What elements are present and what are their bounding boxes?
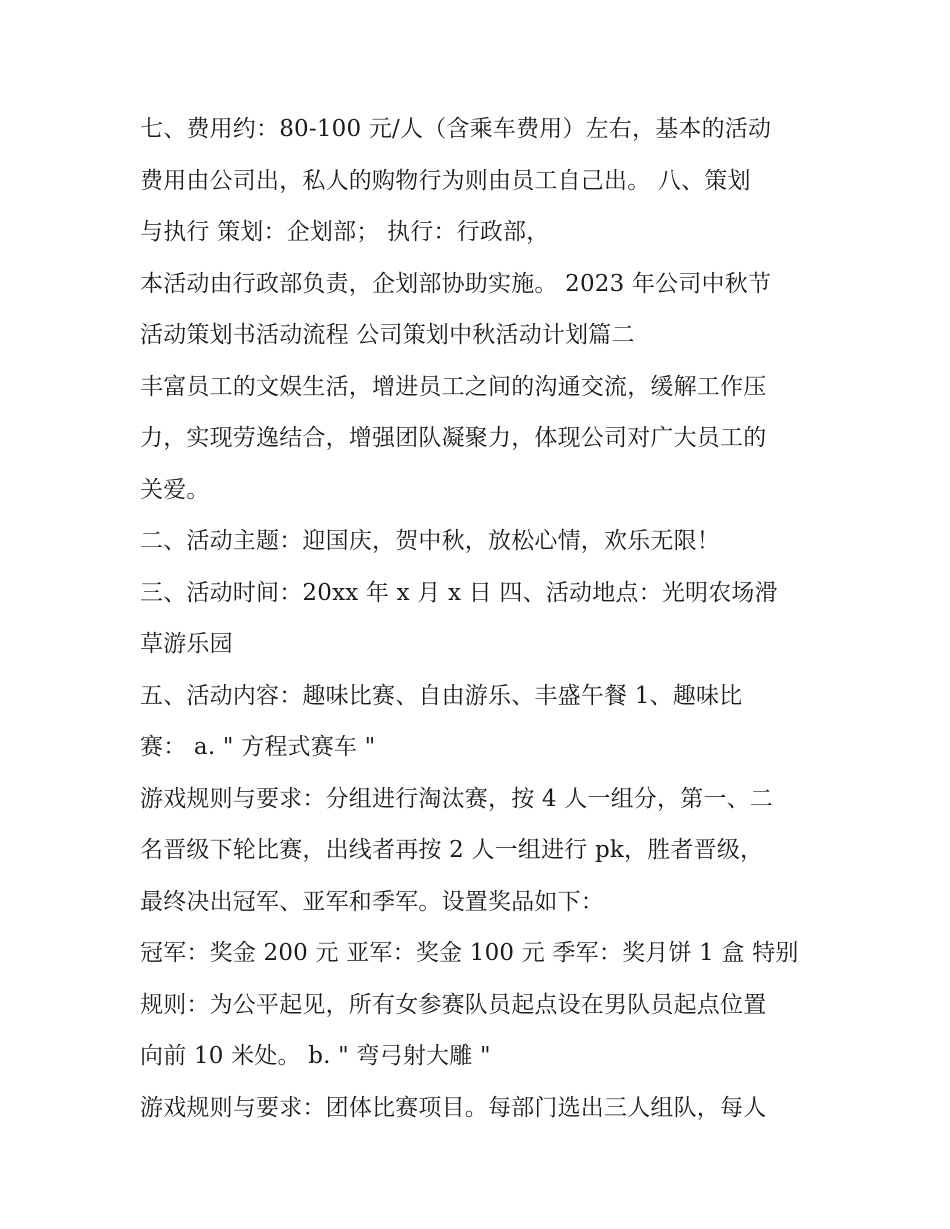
text-line: 草游乐园 (140, 631, 233, 657)
text-line: 二、活动主题：迎国庆，贺中秋，放松心情，欢乐无限！ (140, 528, 720, 554)
text-line: 赛： a. " 方程式赛车 " (140, 734, 376, 760)
text-line: 规则：为公平起见，所有女参赛队员起点设在男队员起点位置 (140, 991, 767, 1018)
text-line: 活动策划书活动流程 公司策划中秋活动计划篇二 (140, 322, 635, 348)
text-line: 最终决出冠军、亚军和季军。设置奖品如下： (140, 888, 604, 915)
text-line: 力，实现劳逸结合，增强团队凝聚力，体现公司对广大员工的 (140, 425, 767, 451)
text-line: 冠军：奖金 200 元 亚军：奖金 100 元 季军：奖月饼 1 盒 特别 (140, 940, 799, 966)
text-line: 费用由公司出，私人的购物行为则由员工自己出。 八、策划 (140, 167, 751, 194)
text-line: 游戏规则与要求：分组进行淘汰赛，按 4 人一组分，第一、二 (140, 785, 774, 812)
text-line: 关爱。 (140, 476, 210, 503)
text-line: 本活动由行政部负责，企划部协助实施。 2023 年公司中秋节 (140, 270, 772, 297)
text-line: 五、活动内容：趣味比赛、自由游乐、丰盛午餐 1、趣味比 (140, 682, 743, 709)
text-line: 游戏规则与要求：团体比赛项目。每部门选出三人组队，每人 (140, 1094, 767, 1121)
text-line: 与执行 策划：企划部； 执行：行政部， (140, 219, 550, 245)
text-line: 向前 10 米处。 b. " 弯弓射大雕 " (140, 1043, 491, 1069)
document-body (140, 104, 830, 1134)
text-line: 丰富员工的文娱生活，增进员工之间的沟通交流，缓解工作压 (140, 373, 767, 400)
text-line: 名晋级下轮比赛，出线者再按 2 人一组进行 pk，胜者晋级， (140, 837, 764, 863)
text-line: 三、活动时间：20xx 年 x 月 x 日 四、活动地点：光明农场滑 (140, 579, 778, 606)
text-line: 七、费用约：80-100 元/人（含乘车费用）左右，基本的活动 (140, 116, 772, 142)
